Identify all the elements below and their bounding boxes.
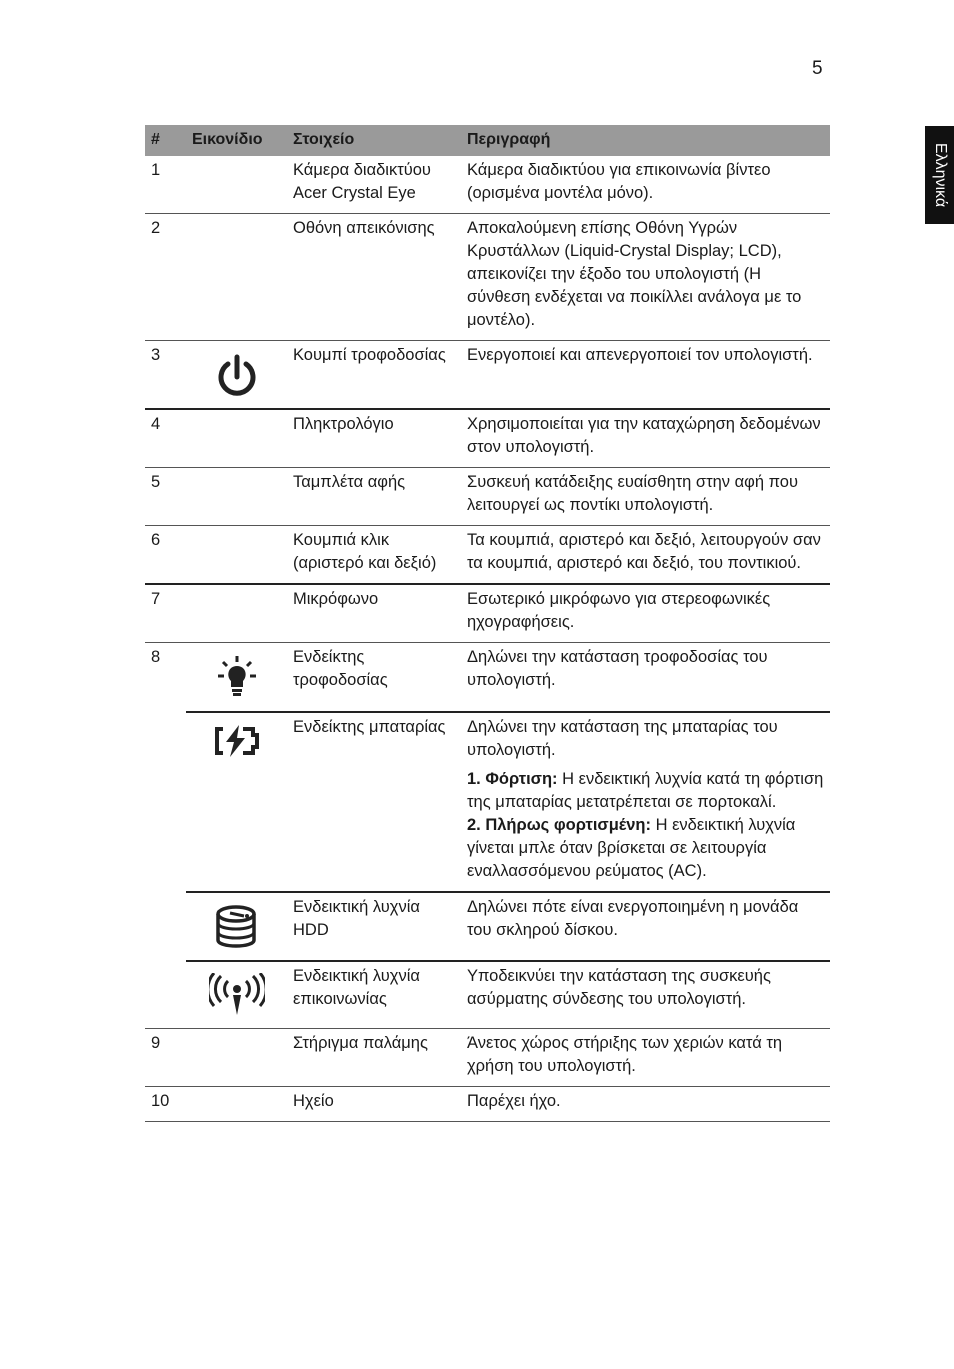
row-number: 7 (145, 584, 186, 643)
page-number: 5 (812, 58, 823, 79)
row-number: 3 (145, 341, 186, 410)
row-item: Οθόνη απεικόνισης (287, 214, 461, 341)
row-number: 5 (145, 468, 186, 526)
table-row (145, 584, 830, 643)
hdd-icon (214, 904, 260, 952)
row-description: Δηλώνει την κατάσταση της μπαταρίας του υπολογιστή. (467, 717, 778, 759)
row-item: Κάμερα διαδικτύου Acer Crystal Eye (287, 156, 461, 214)
row-item: Ενδείκτης μπαταρίας (287, 712, 461, 892)
full-charge-text: Η ενδεικτική λυχνία γίνεται μπλε όταν βρίσκεται σε λειτουργία εναλλασσόμενου ρεύματος (AC). (467, 815, 796, 880)
row-description: Εσωτερικό μικρόφωνο για στερεοφωνικές ηχογραφήσεις. (461, 584, 830, 643)
row-item: Ενδεικτική λυχνία HDD (287, 892, 461, 961)
row-item: Μικρόφωνο (287, 584, 461, 643)
table-row (145, 468, 830, 526)
row-description: Δηλώνει πότε είναι ενεργοποιημένη η μονάδα του σκληρού δίσκου. (461, 892, 830, 961)
language-tab-label: Ελληνικά (931, 142, 949, 208)
table-row (145, 156, 830, 214)
table-row (145, 892, 830, 961)
table-row (145, 643, 830, 712)
table-row (145, 1029, 830, 1087)
table-row (145, 1087, 830, 1122)
row-number: 2 (145, 214, 186, 341)
table-header (145, 125, 830, 156)
table-row (145, 526, 830, 585)
row-description: Κάμερα διαδικτύου για επικοινωνία βίντεο (ορισμένα μοντέλα μόνο). (461, 156, 830, 214)
row-number: 9 (145, 1029, 186, 1087)
row-number: 1 (145, 156, 186, 214)
language-tab (925, 126, 954, 224)
row-number: 10 (145, 1087, 186, 1122)
row-description: Παρέχει ήχο. (461, 1087, 830, 1122)
battery-icon (213, 724, 261, 758)
charging-text: Η ενδεικτική λυχνία κατά τη φόρτιση της μπαταρίας μετατρέπεται σε πορτοκαλί. (467, 769, 824, 811)
row-description: Υποδεικνύει την κατάσταση της συσκευής ασύρματης σύνδεσης του υπολογιστή. (461, 961, 830, 1029)
header-icon: Εικονίδιο (186, 125, 287, 156)
full-charge-label: 2. Πλήρως φορτισμένη: (467, 815, 651, 834)
row-item: Στήριγμα παλάμης (287, 1029, 461, 1087)
row-item: Κουμπί τροφοδοσίας (287, 341, 461, 410)
table-row (145, 409, 830, 468)
row-item: Ταμπλέτα αφής (287, 468, 461, 526)
row-description: Ενεργοποιεί και απενεργοποιεί τον υπολογιστή. (461, 341, 830, 410)
row-description: Αποκαλούμενη επίσης Οθόνη Υγρών Κρυστάλλων (Liquid-Crystal Display; LCD), απεικονίζει την έξοδο του υπολογιστή (Η σύνθεση ενδέχεται να ποικίλλει ανάλογα με το μοντέλο). (461, 214, 830, 341)
row-description: Συσκευή κατάδειξης ευαίσθητη στην αφή που λειτουργεί ως ποντίκι υπολογιστή. (461, 468, 830, 526)
row-description: Δηλώνει την κατάσταση τροφοδοσίας του υπολογιστή. (467, 648, 768, 689)
power-icon (213, 352, 261, 400)
row-item: Πληκτρολόγιο (287, 409, 461, 468)
row-number: 8 (145, 643, 186, 1029)
header-item: Στοιχείο (287, 125, 461, 156)
table-row (145, 712, 830, 892)
row-number: 6 (145, 526, 186, 585)
table-row (145, 961, 830, 1029)
header-description: Περιγραφή (461, 125, 830, 156)
wireless-icon (209, 973, 265, 1017)
power-indicator-icon (214, 654, 260, 700)
row-number: 4 (145, 409, 186, 468)
row-item: Ενδείκτης τροφοδοσίας (293, 648, 388, 689)
row-item: Ηχείο (287, 1087, 461, 1122)
row-description: Άνετος χώρος στήριξης των χεριών κατά τη χρήση του υπολογιστή. (461, 1029, 830, 1087)
charging-label: 1. Φόρτιση: (467, 769, 558, 788)
table-row (145, 341, 830, 410)
row-item: Ενδεικτική λυχνία επικοινωνίας (287, 961, 461, 1029)
components-table (145, 125, 830, 1122)
row-description: Χρησιμοποιείται για την καταχώρηση δεδομένων στον υπολογιστή. (461, 409, 830, 468)
table-row (145, 214, 830, 341)
row-description: Τα κουμπιά, αριστερό και δεξιό, λειτουργούν σαν τα κουμπιά, αριστερό και δεξιό, του ποντικιού. (461, 526, 830, 585)
header-number: # (145, 125, 186, 156)
row-item: Κουμπιά κλικ (αριστερό και δεξιό) (287, 526, 461, 585)
